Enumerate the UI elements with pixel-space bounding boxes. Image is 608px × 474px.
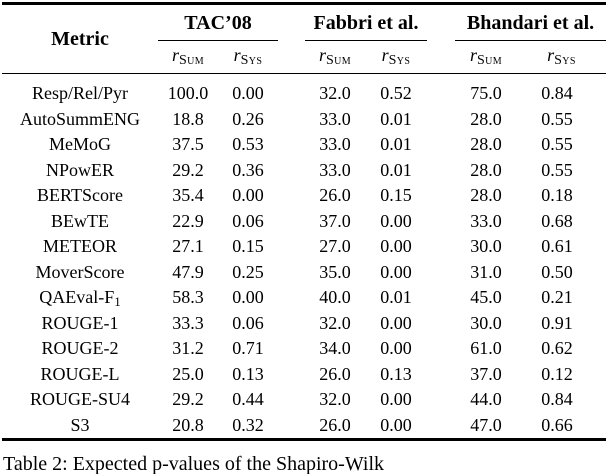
value-cell: 0.13 [232,363,264,384]
value-cell: 0.12 [541,363,573,384]
metric-cell [2,132,158,158]
table-row [2,362,606,388]
value-cell: 0.32 [232,414,264,435]
correlation-symbol: r [233,45,241,65]
column-gap [427,260,455,286]
value-cell: 0.00 [380,414,412,435]
value-cell: 0.13 [380,363,412,384]
subcolumn-header-tac08-rsum [158,41,218,74]
correlation-subscript: Sum [325,53,352,68]
metric-cell [2,74,158,107]
column-gap [427,183,455,209]
correlation-subscript: Sys [240,53,263,68]
column-gap [278,260,305,286]
value-cell: 0.50 [541,261,573,282]
metric-name: ROUGE-1 [41,312,119,333]
value-cell: 0.71 [232,338,264,359]
value-cell: 0.01 [380,134,412,155]
correlation-symbol: r [171,45,179,65]
metric-cell [2,413,158,440]
subcolumn-header-fabbri-rsum [305,41,365,74]
value-cell: 28.0 [470,134,502,155]
value-cell: 33.0 [319,159,351,180]
value-cell: 0.55 [541,108,573,129]
value-cell: 29.2 [172,389,204,410]
table-row [2,311,606,337]
metric-cell [2,336,158,362]
column-gap [427,4,455,74]
value-cell: 58.3 [172,287,204,308]
value-cell: 0.01 [380,108,412,129]
column-gap [278,413,305,440]
value-cell: 28.0 [470,159,502,180]
value-cell: 34.0 [319,338,351,359]
value-cell: 26.0 [319,363,351,384]
metric-name: BERTScore [37,185,123,206]
metric-name: QAEval-F [39,287,115,308]
metric-cell [2,387,158,413]
value-cell: 0.55 [541,159,573,180]
column-gap [427,158,455,184]
value-cell: 0.00 [380,236,412,257]
column-header-metric: Metric [2,4,158,74]
table-row [2,209,606,235]
column-gap [427,209,455,235]
column-gap [278,132,305,158]
value-cell: 0.00 [380,312,412,333]
value-cell: 0.01 [380,159,412,180]
value-cell: 75.0 [470,83,502,104]
metric-name: ROUGE-SU4 [29,389,130,410]
column-gap [427,387,455,413]
group-header-row [2,4,606,41]
value-cell: 0.36 [232,159,264,180]
column-gap [427,285,455,311]
column-gap [427,362,455,388]
value-cell: 37.0 [470,363,502,384]
metrics-table [2,2,606,441]
value-cell: 0.00 [380,261,412,282]
value-cell: 100.0 [167,83,209,104]
table-header [2,4,606,74]
metric-cell [2,285,158,311]
value-cell: 0.18 [541,185,573,206]
value-cell: 32.0 [319,312,351,333]
column-gap [427,74,455,107]
metric-name: ROUGE-L [40,363,120,384]
value-cell: 27.1 [172,236,204,257]
value-cell: 0.66 [541,414,573,435]
metric-cell [2,183,158,209]
table-body [2,74,606,440]
metric-name: Resp/Rel/Pyr [31,83,128,104]
column-gap [278,362,305,388]
value-cell: 28.0 [470,108,502,129]
metric-name: S3 [70,414,90,435]
value-cell: 47.0 [470,414,502,435]
metric-name: NPowER [45,159,114,180]
value-cell: 0.06 [232,210,264,231]
table-caption: Table 2: Expected p-values of the Shapiro-Wilk [3,453,385,474]
table-row [2,336,606,362]
column-gap [278,311,305,337]
value-cell: 0.44 [232,389,264,410]
table-row [2,183,606,209]
value-cell: 0.00 [232,185,264,206]
subcolumn-header-fabbri-rsys [365,41,427,74]
table-row [2,132,606,158]
value-cell: 0.61 [541,236,573,257]
value-cell: 0.15 [232,236,264,257]
metric-name: MeMoG [49,134,111,155]
value-cell: 35.0 [319,261,351,282]
value-cell: 32.0 [319,83,351,104]
value-cell: 0.26 [232,108,264,129]
column-gap [278,158,305,184]
value-cell: 32.0 [319,389,351,410]
correlation-symbol: r [318,45,326,65]
column-gap [278,336,305,362]
correlation-symbol: r [547,45,555,65]
metric-name-subscript: 1 [114,294,121,310]
table-row [2,74,606,107]
value-cell: 0.00 [232,83,264,104]
value-cell: 0.55 [541,134,573,155]
value-cell: 33.3 [172,312,204,333]
value-cell: 26.0 [319,185,351,206]
metric-cell [2,311,158,337]
metric-cell [2,209,158,235]
value-cell: 0.68 [541,210,573,231]
value-cell: 40.0 [319,287,351,308]
subcolumn-header-bhandari-rsys [517,41,606,74]
value-cell: 0.84 [541,83,573,104]
correlation-symbol: r [469,45,477,65]
column-gap [278,74,305,107]
value-cell: 0.00 [380,389,412,410]
column-gap [427,336,455,362]
value-cell: 22.9 [172,210,204,231]
value-cell: 26.0 [319,414,351,435]
value-cell: 37.5 [172,134,204,155]
value-cell: 31.2 [172,338,204,359]
column-gap [278,285,305,311]
column-group-tac08: TAC’08 [158,4,278,41]
column-gap [278,234,305,260]
column-gap [278,209,305,235]
table-row [2,387,606,413]
correlation-subscript: Sys [554,53,576,68]
subcolumn-header-tac08-rsys [218,41,278,74]
column-group-fabbri: Fabbri et al. [305,4,427,41]
metric-cell [2,362,158,388]
column-gap [427,234,455,260]
value-cell: 33.0 [319,134,351,155]
column-gap [427,132,455,158]
value-cell: 0.15 [380,185,412,206]
table-row [2,285,606,311]
value-cell: 18.8 [172,108,204,129]
metric-cell [2,260,158,286]
metric-name: AutoSummENG [19,108,140,129]
table-row [2,234,606,260]
value-cell: 61.0 [470,338,502,359]
metric-name: ROUGE-2 [41,338,119,359]
column-gap [427,413,455,440]
column-gap [278,107,305,133]
column-gap [427,311,455,337]
value-cell: 0.00 [232,287,264,308]
value-cell: 37.0 [319,210,351,231]
value-cell: 0.84 [541,389,573,410]
value-cell: 0.00 [380,210,412,231]
value-cell: 0.62 [541,338,573,359]
value-cell: 44.0 [470,389,502,410]
value-cell: 35.4 [172,185,204,206]
value-cell: 30.0 [470,312,502,333]
value-cell: 0.91 [541,312,573,333]
value-cell: 47.9 [172,261,204,282]
value-cell: 20.8 [172,414,204,435]
value-cell: 0.52 [380,83,412,104]
metric-cell [2,234,158,260]
correlation-subscript: Sum [476,53,503,68]
column-group-bhandari: Bhandari et al. [455,4,606,41]
value-cell: 0.53 [232,134,264,155]
metric-name: MoverScore [35,261,125,282]
value-cell: 0.06 [232,312,264,333]
value-cell: 31.0 [470,261,502,282]
value-cell: 0.21 [541,287,573,308]
correlation-symbol: r [381,45,389,65]
column-gap [427,107,455,133]
correlation-subscript: Sys [388,53,411,68]
metric-cell [2,107,158,133]
table-row [2,413,606,440]
value-cell: 30.0 [470,236,502,257]
value-cell: 33.0 [470,210,502,231]
table-row [2,158,606,184]
correlation-subscript: Sum [178,53,205,68]
value-cell: 25.0 [172,363,204,384]
value-cell: 33.0 [319,108,351,129]
value-cell: 0.01 [380,287,412,308]
value-cell: 29.2 [172,159,204,180]
column-gap [278,4,305,74]
table-row [2,260,606,286]
value-cell: 45.0 [470,287,502,308]
value-cell: 0.00 [380,338,412,359]
metric-name: METEOR [43,236,117,257]
column-gap [278,387,305,413]
subcolumn-header-bhandari-rsum [455,41,517,74]
value-cell: 0.25 [232,261,264,282]
value-cell: 27.0 [319,236,351,257]
column-gap [278,183,305,209]
table-row [2,107,606,133]
value-cell: 28.0 [470,185,502,206]
metric-name: BEwTE [51,210,109,231]
metric-cell [2,158,158,184]
